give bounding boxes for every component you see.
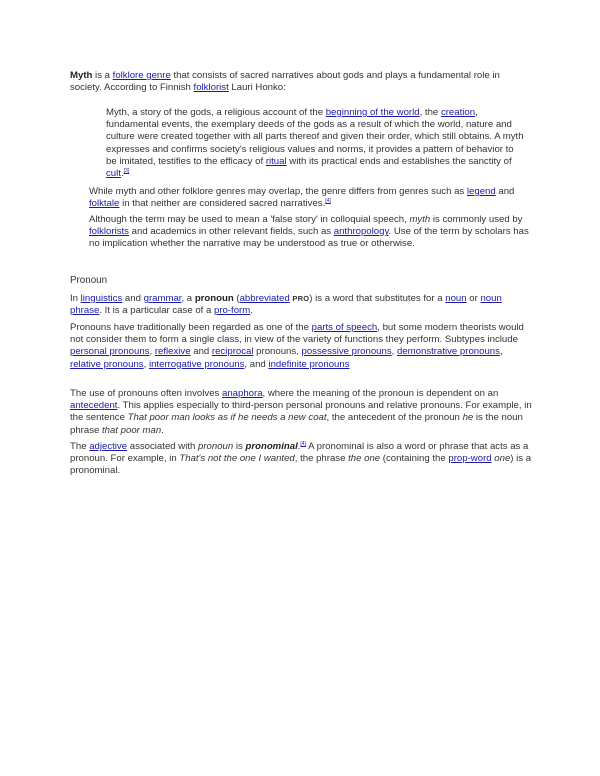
link-possessive-pronouns[interactable]: possessive pronouns — [301, 346, 392, 358]
text: . — [250, 305, 253, 317]
text: . Use of the term by scholars has no implication whether the narrative may be understood as true or otherwise. — [89, 226, 529, 250]
link-adjective[interactable]: adjective — [89, 441, 128, 452]
link-anthropology[interactable]: anthropology — [333, 226, 389, 238]
emphasis: one — [494, 453, 511, 465]
emphasis: that poor man — [102, 424, 162, 436]
emphasis: the one — [348, 453, 381, 465]
text: Myth, a story of the gods, a religious account of the — [106, 107, 326, 118]
text: is a — [92, 70, 113, 81]
text: associated with — [127, 441, 199, 452]
text: and — [495, 186, 515, 197]
text: and academics in other relevant fields, such as — [128, 226, 334, 238]
text: is commonly used by — [430, 214, 523, 225]
example-sentence: That poor man looks as if he needs a new coat — [127, 412, 327, 424]
text: . This applies especially to third-person personal pronouns and relative pronouns. For example, in the sentence — [70, 400, 532, 424]
myth-term: Myth — [70, 70, 93, 81]
link-noun-phrase[interactable]: noun phrase — [70, 293, 502, 317]
reference-3[interactable] — [124, 168, 130, 174]
text: , but some modern theorists would not consider them to form a single class, in view of the variety of functions they perform. Subtypes include — [70, 322, 524, 346]
text: , the — [419, 107, 441, 118]
honko-quote — [106, 107, 524, 180]
text: , a — [181, 293, 195, 304]
text: ) is a word that substitutes for a — [309, 293, 446, 304]
pronoun-term: pronoun — [194, 293, 234, 304]
link-pro-form[interactable]: pro-form — [214, 305, 251, 317]
text: and — [190, 346, 212, 358]
reference-4[interactable] — [325, 198, 331, 204]
text: , — [499, 346, 503, 358]
example-sentence: That's not the one I wanted — [179, 453, 295, 465]
link-indefinite-pronouns[interactable]: indefinite pronouns — [268, 358, 350, 370]
pronominal-paragraph — [70, 441, 532, 478]
pronoun-anaphora-paragraph — [70, 388, 532, 437]
link-reflexive[interactable]: reflexive — [154, 346, 191, 358]
text: Lauri Honko: — [228, 82, 286, 94]
text: pronouns, — [253, 346, 302, 358]
emphasis: pronoun — [198, 441, 234, 452]
abbreviation-pro: PRO — [292, 294, 310, 303]
text: A pronominal is also a word or phrase that acts as a pronoun. For example, in — [70, 441, 529, 465]
section-heading-pronoun: Pronoun — [70, 275, 108, 286]
link-folktale[interactable]: folktale — [89, 198, 120, 210]
text: , where the meaning of the pronoun is dependent on an — [262, 388, 499, 399]
text: , — [149, 346, 155, 358]
text: (containing the — [380, 453, 449, 465]
text: , — [143, 358, 149, 370]
link-folklorist[interactable]: folklorist — [193, 82, 229, 94]
link-ritual[interactable]: ritual — [265, 155, 287, 167]
reference-link[interactable]: [3] — [123, 167, 130, 174]
link-interrogative-pronouns[interactable]: interrogative pronouns — [148, 358, 245, 370]
link-noun[interactable]: noun — [445, 293, 467, 304]
link-grammar[interactable]: grammar — [143, 293, 182, 304]
text: , fundamental events, the exemplary deeds of the gods as a result of which the world, nature and culture were created together with all parts thereof and given their order, which still obtains. A myth expresses and confirms society's religious values and norms, it provides a pattern of behavior to be imitated, testifies to the efficacy of — [106, 107, 524, 167]
link-antecedent[interactable]: antecedent — [70, 400, 118, 412]
myth-genres-paragraph — [89, 186, 529, 210]
text: . — [297, 441, 301, 452]
myth-term-paragraph — [89, 214, 529, 251]
link-linguistics[interactable]: linguistics — [80, 293, 123, 304]
text: In — [70, 293, 81, 304]
text: , the antecedent of the pronoun — [326, 412, 463, 424]
link-reciprocal[interactable]: reciprocal — [211, 346, 254, 358]
link-folklorists[interactable]: folklorists — [89, 226, 129, 238]
text: The — [70, 441, 90, 452]
link-legend[interactable]: legend — [466, 186, 496, 197]
text: While myth and other folklore genres may overlap, the genre differs from genres such as — [89, 186, 467, 197]
pronoun-classes-paragraph — [70, 322, 532, 371]
link-folklore-genre[interactable]: folklore genre — [112, 70, 171, 81]
text: . It is a particular case of a — [99, 305, 214, 317]
text: ) is a pronominal. — [70, 453, 532, 477]
link-abbreviated[interactable]: abbreviated — [239, 293, 290, 304]
text: in that neither are considered sacred narratives. — [119, 198, 326, 210]
reference-link[interactable]: [4] — [300, 440, 306, 447]
text: , and — [244, 358, 269, 370]
text: or — [466, 293, 481, 304]
emphasis: myth — [409, 214, 431, 225]
text: , — [391, 346, 397, 358]
link-parts-of-speech[interactable]: parts of speech — [311, 322, 378, 333]
link-beginning-of-the-world[interactable]: beginning of the world — [325, 107, 420, 118]
link-demonstrative-pronouns[interactable]: demonstrative pronouns — [397, 346, 500, 358]
link-relative-pronouns[interactable]: relative pronouns — [70, 358, 144, 370]
link-anaphora[interactable]: anaphora — [222, 388, 263, 399]
link-personal-pronouns[interactable]: personal pronouns — [70, 346, 150, 358]
emphasis: he — [462, 412, 474, 424]
text: . — [161, 424, 164, 436]
text: ( — [233, 293, 240, 304]
text: The use of pronouns often involves — [70, 388, 222, 399]
text: is — [233, 441, 246, 452]
text: is the noun phrase — [70, 412, 523, 436]
reference-link[interactable]: [4] — [325, 198, 331, 205]
text: . — [120, 168, 124, 180]
text: Pronouns have traditionally been regarded as one of the — [70, 322, 312, 333]
pronominal-term: pronominal — [245, 441, 298, 452]
myth-intro-paragraph — [70, 70, 532, 94]
text: and — [122, 293, 144, 304]
pronoun-definition-paragraph — [70, 293, 532, 317]
link-creation[interactable]: creation — [440, 107, 476, 118]
text: Although the term may be used to mean a 'false story' in colloquial speech, — [89, 214, 410, 225]
text: , the phrase — [294, 453, 349, 465]
link-prop-word[interactable]: prop-word — [448, 453, 492, 465]
text: that consists of sacred narratives about gods and plays a fundamental role in society. According to Finnish — [70, 70, 500, 94]
text: with its practical ends and establishes the sanctity of — [286, 155, 512, 167]
link-cult[interactable]: cult — [106, 168, 121, 180]
